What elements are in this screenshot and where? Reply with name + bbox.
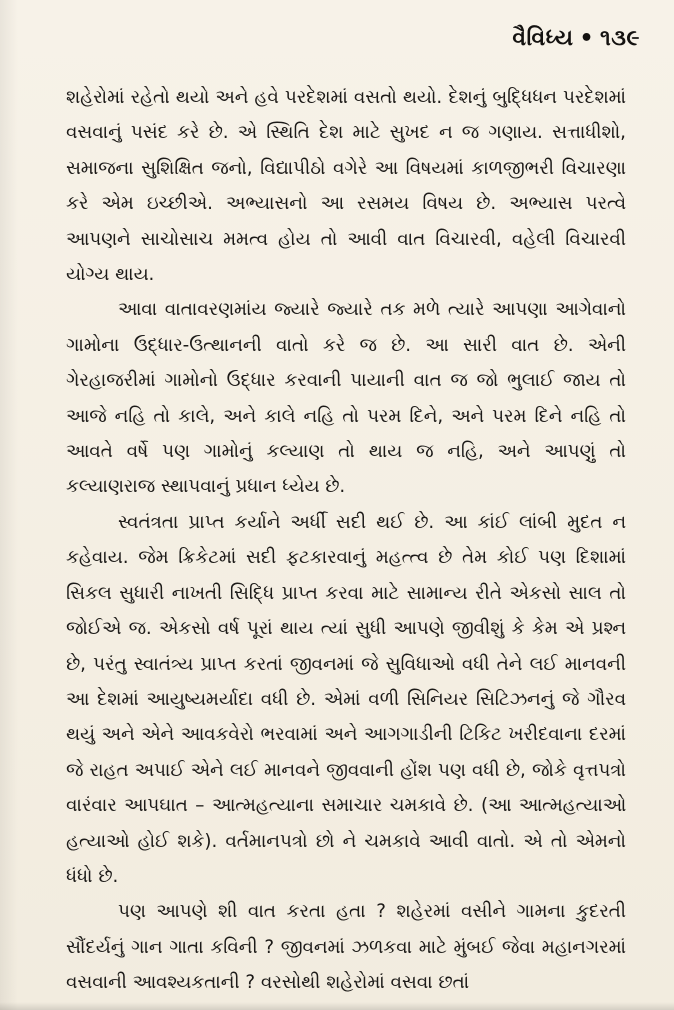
- page-number: ૧૩૯: [600, 26, 640, 51]
- paragraph-1: શહેરોમાં રહેતો થયો અને હવે પરદેશમાં વસતો થયો. દેશનું બુદ્ધિધન પરદેશમાં વસવાનું પસંદ કરે છે. એ સ્થિતિ દેશ માટે સુખદ ન જ ગણાય. સત્તાધીશો, સમાજના સુશિક્ષિત જનો, વિદ્યાપીઠો વગેરે આ વિષયમાં કાળજીભરી વિચારણા કરે એમ ઇચ્છીએ. અભ્યાસનો આ રસમય વિષય છે. અભ્યાસ પરત્વે આપણને સાચોસાચ મમત્વ હોય તો આવી વાત વિચારવી, વહેલી વિચારવી યોગ્ય થાય.: [66, 87, 626, 286]
- header-separator: •: [579, 26, 595, 51]
- chapter-title: વૈવિધ્ય: [512, 26, 574, 51]
- paragraph-3: સ્વતંત્રતા પ્રાપ્ત કર્યાને અર્ધી સદી થઈ છે. આ કાંઈ લાંબી મુદત ન કહેવાય. જેમ ક્રિકેટમાં સદી ફટકારવાનું મહત્ત્વ છે તેમ કોઈ પણ દિશામાં સિકલ સુધારી નાખતી સિદ્ધિ પ્રાપ્ત કરવા માટે સામાન્ય રીતે એકસો સાલ તો જોઈએ જ. એકસો વર્ષ પૂરાં થાય ત્યાં સુધી આપણે જીવીશું કે કેમ એ પ્રશ્ન છે, પરંતુ સ્વાતંત્ર્ય પ્રાપ્ત કરતાં જીવનમાં જે સુવિધાઓ વધી તેને લઈ માનવની આ દેશમાં આયુષ્યમર્યાદા વધી છે. એમાં વળી સિનિયર સિટિઝનનું જે ગૌરવ થયું અને એને આવકવેરો ભરવામાં અને આગગાડીની ટિકિટ ખરીદવાના દરમાં જે રાહત અપાઈ એને લઈ માનવને જીવવાની હોંશ પણ વધી છે, જોકે વૃત્તપત્રો વારંવાર આપઘાત – આત્મહત્યાના સમાચાર ચમકાવે છે. (આ આત્મહત્યાઓ હત્યાઓ હોઈ શકે). વર્તમાનપત્રો છો ને ચમકાવે આવી વાતો. એ તો એમનો ધંધો છે.: [66, 511, 626, 887]
- page-body: [66, 80, 626, 1001]
- paragraph-2: આવા વાતાવરણમાંય જ્યારે જ્યારે તક મળે ત્યારે આપણા આગેવાનો ગામોના ઉદ્ધાર-ઉત્થાનની વાતો કરે જ છે. આ સારી વાત છે. એની ગેરહાજરીમાં ગામોનો ઉદ્ધાર કરવાની પાયાની વાત જ જો ભુલાઈ જાય તો આજે નહિ તો કાલે, અને કાલે નહિ તો પરમ દિને, અને પરમ દિને નહિ તો આવતે વર્ષે પણ ગામોનું કલ્યાણ તો થાય જ નહિ, અને આપણું તો કલ્યાણરાજ સ્થાપવાનું પ્રધાન ધ્યેય છે.: [66, 299, 626, 498]
- paragraph-4: પણ આપણે શી વાત કરતા હતા ? શહેરમાં વસીને ગામના કુદરતી સૌંદર્યનું ગાન ગાતા કવિની ? જીવનમાં ઝળકવા માટે મુંબઈ જેવા મહાનગરમાં વસવાની આવશ્યકતાની ? વરસોથી શહેરોમાં વસવા છતાં: [66, 901, 626, 994]
- page-edge-shadow: [0, 1002, 674, 1010]
- running-header: [512, 26, 640, 51]
